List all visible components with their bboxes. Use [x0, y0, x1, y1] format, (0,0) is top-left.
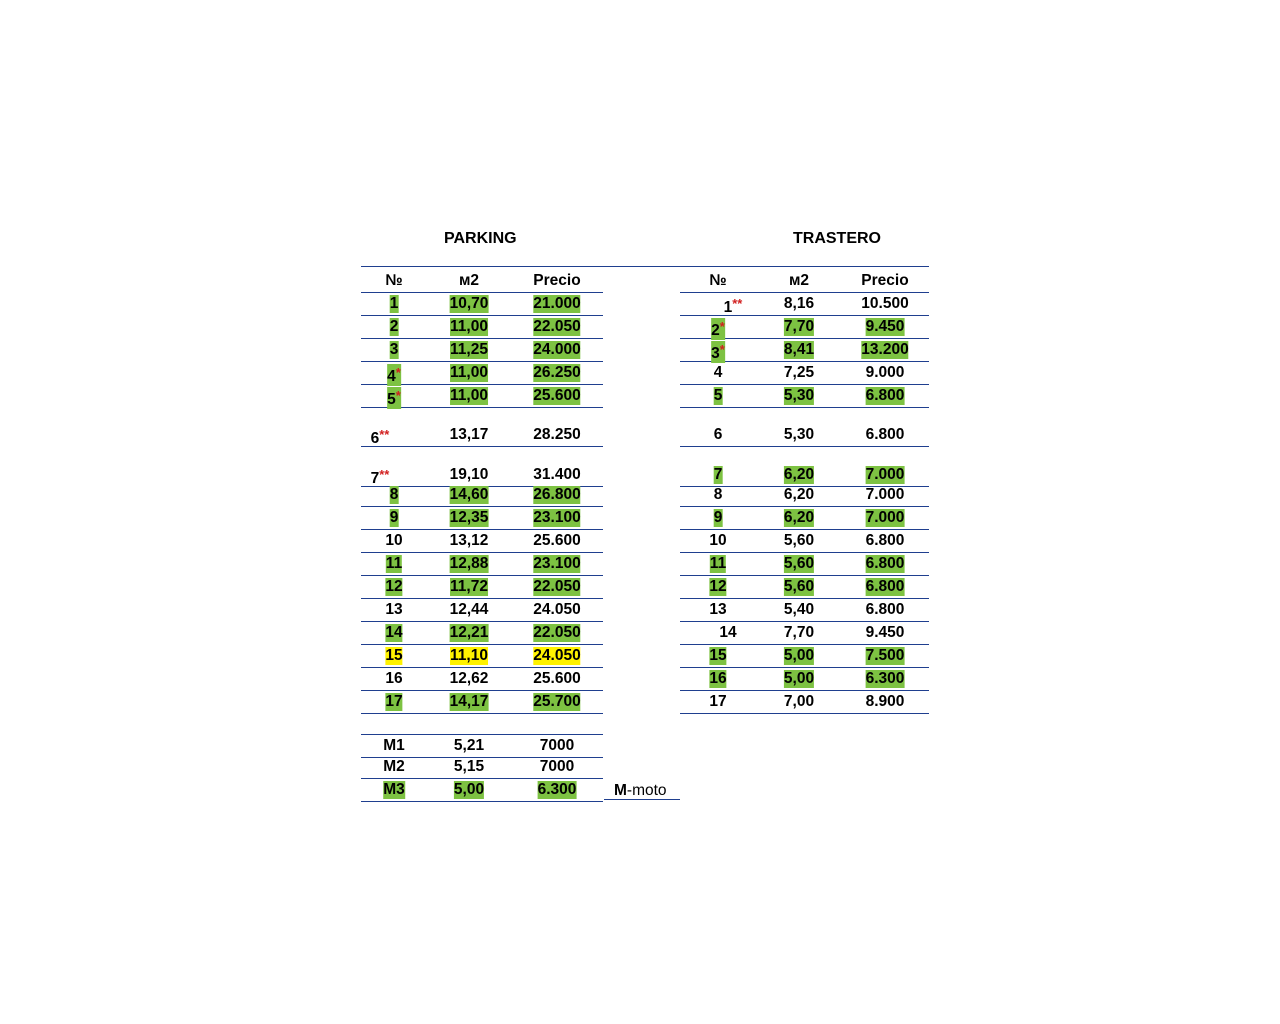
price-text: 24.000	[533, 341, 581, 358]
price-text: 24.050	[533, 647, 581, 664]
price-text: 23.100	[533, 555, 581, 572]
number-cell	[390, 509, 399, 527]
price-text: 7.000	[865, 466, 905, 483]
area-cell	[784, 486, 814, 504]
number-cell	[714, 387, 723, 405]
area-cell	[784, 670, 814, 688]
moto-note-text: -moto	[626, 782, 667, 799]
area-cell	[454, 781, 484, 799]
price-cell	[866, 387, 905, 405]
number-cell	[709, 670, 726, 688]
area-text: 12,35	[449, 509, 489, 526]
price-cell	[533, 318, 580, 336]
number-text: 8	[713, 486, 723, 503]
table-row	[361, 668, 603, 691]
area-text: 10,70	[449, 295, 489, 312]
area-text: 5,21	[453, 737, 485, 754]
area-text: 6,20	[783, 509, 815, 526]
column-header	[385, 272, 402, 290]
number-cell	[385, 601, 402, 619]
area-text: 5,30	[783, 387, 815, 404]
table-row	[680, 622, 929, 645]
number-cell	[387, 364, 401, 386]
area-text: 11,00	[450, 318, 488, 335]
number-text: 14	[385, 624, 403, 641]
price-cell	[866, 318, 905, 336]
price-cell	[533, 509, 580, 527]
area-text: 14,17	[449, 693, 489, 710]
price-text: 9.450	[865, 318, 905, 335]
area-cell	[450, 693, 489, 711]
number-cell	[714, 426, 723, 444]
number-cell	[390, 295, 399, 313]
asterisk-mark: *	[719, 342, 725, 357]
asterisk-mark: **	[379, 467, 390, 482]
price-cell	[533, 647, 580, 665]
price-text: 9.450	[865, 624, 905, 641]
price-text: 28.250	[533, 426, 581, 443]
area-cell	[450, 624, 489, 642]
column-header-text: Precio	[861, 272, 909, 289]
number-text: 2	[711, 322, 720, 339]
area-cell	[454, 737, 484, 755]
area-cell	[784, 601, 814, 619]
table-row	[361, 622, 603, 645]
area-cell	[450, 364, 488, 382]
number-text: 12	[709, 578, 727, 595]
price-text: 7000	[539, 758, 575, 775]
price-text: 13.200	[861, 341, 909, 358]
moto-row	[361, 756, 603, 779]
price-cell	[533, 693, 580, 711]
number-cell	[390, 341, 399, 359]
area-text: 8,41	[783, 341, 815, 358]
number-cell	[709, 578, 726, 596]
price-cell	[533, 624, 580, 642]
number-cell	[719, 624, 736, 642]
number-text: 4	[713, 364, 723, 381]
number-cell	[385, 693, 402, 711]
price-text: 31.400	[533, 466, 581, 483]
asterisk-mark: *	[395, 365, 401, 380]
number-text: 15	[709, 647, 727, 664]
number-cell	[387, 387, 401, 409]
table-row	[680, 553, 929, 576]
price-text: 9.000	[865, 364, 905, 381]
column-header-text: №	[709, 272, 727, 289]
area-cell	[784, 364, 814, 382]
number-cell	[714, 466, 723, 484]
number-text: 7	[713, 466, 723, 483]
number-text: 5	[387, 391, 396, 408]
area-text: 12,21	[449, 624, 489, 641]
table-row	[361, 316, 603, 339]
number-text: 6	[370, 430, 380, 447]
area-cell	[784, 647, 814, 665]
area-cell	[450, 318, 488, 336]
area-cell	[450, 601, 489, 619]
price-cell	[866, 532, 905, 550]
area-text: 11,00	[450, 387, 488, 404]
area-cell	[450, 341, 488, 359]
area-text: 12,62	[449, 670, 489, 687]
table-row	[680, 599, 929, 622]
price-text: 21.000	[533, 295, 581, 312]
table-row	[680, 362, 929, 385]
price-cell	[533, 555, 580, 573]
price-cell	[861, 295, 908, 313]
price-cell	[866, 624, 905, 642]
number-text: 11	[709, 555, 727, 572]
area-cell	[784, 693, 814, 711]
price-text: 6.800	[865, 426, 905, 443]
area-cell	[784, 341, 814, 359]
column-header	[533, 272, 580, 290]
number-cell	[385, 624, 402, 642]
number-text: 13	[709, 601, 727, 618]
price-cell	[540, 737, 574, 755]
area-cell	[450, 387, 488, 405]
price-text: 7.000	[865, 486, 905, 503]
table-row	[361, 484, 603, 507]
area-text: 7,70	[783, 624, 815, 641]
price-text: 7000	[539, 737, 575, 754]
price-cell	[538, 781, 577, 799]
number-cell	[709, 601, 726, 619]
table-row	[680, 530, 929, 553]
column-header	[459, 272, 479, 290]
price-cell	[866, 578, 905, 596]
price-cell	[866, 693, 905, 711]
number-text: 10	[385, 532, 403, 549]
area-cell	[784, 624, 814, 642]
area-text: 6,20	[783, 486, 815, 503]
number-text: M2	[383, 758, 405, 775]
table-row	[680, 507, 929, 530]
price-cell	[533, 364, 580, 382]
price-text: 25.600	[533, 532, 581, 549]
price-cell	[533, 670, 580, 688]
area-cell	[450, 670, 489, 688]
area-text: 11,00	[450, 364, 488, 381]
column-header-text: Precio	[533, 272, 581, 289]
number-text: 5	[713, 387, 723, 404]
table-row	[680, 645, 929, 668]
number-text: 1	[723, 299, 733, 316]
area-cell	[784, 509, 814, 527]
price-text: 26.800	[533, 486, 581, 503]
price-cell	[533, 601, 580, 619]
parking-title: PARKING	[444, 230, 517, 247]
area-text: 6,20	[783, 466, 815, 483]
number-cell	[385, 532, 402, 550]
number-text: 3	[389, 341, 399, 358]
area-text: 13,12	[449, 532, 489, 549]
table-row	[361, 385, 603, 408]
number-cell	[385, 647, 402, 665]
area-text: 12,88	[449, 555, 489, 572]
price-text: 22.050	[533, 318, 581, 335]
area-cell	[784, 532, 814, 550]
number-cell	[709, 693, 726, 711]
price-text: 6.800	[865, 578, 905, 595]
number-cell	[386, 555, 402, 573]
table-row	[680, 293, 929, 316]
price-cell	[533, 341, 580, 359]
number-cell	[711, 341, 725, 363]
area-cell	[450, 486, 489, 504]
area-cell	[454, 758, 484, 776]
number-text: 2	[389, 318, 399, 335]
header-row	[361, 270, 603, 293]
number-text: 8	[389, 486, 399, 503]
table-row	[361, 599, 603, 622]
number-cell	[385, 578, 402, 596]
price-cell	[866, 364, 905, 382]
area-cell	[784, 578, 814, 596]
moto-top-rule	[361, 734, 603, 735]
area-text: 7,25	[783, 364, 815, 381]
price-text: 22.050	[533, 578, 581, 595]
moto-note-letter: M	[614, 782, 627, 799]
number-text: 4	[387, 368, 396, 385]
area-cell	[450, 555, 489, 573]
area-text: 11,25	[450, 341, 488, 358]
price-text: 6.800	[865, 387, 905, 404]
number-text: 10	[709, 532, 727, 549]
price-text: 6.800	[865, 555, 905, 572]
number-cell	[714, 509, 723, 527]
price-cell	[533, 486, 580, 504]
number-cell	[383, 758, 405, 776]
price-cell	[533, 295, 580, 313]
price-cell	[866, 466, 905, 484]
price-cell	[866, 486, 905, 504]
number-text: 12	[385, 578, 403, 595]
number-text: 14	[719, 624, 737, 641]
column-header	[789, 272, 809, 290]
area-text: 5,00	[783, 670, 815, 687]
price-text: 6.800	[865, 601, 905, 618]
area-cell	[784, 295, 814, 313]
asterisk-mark: *	[395, 388, 401, 403]
number-text: 9	[713, 509, 723, 526]
table-row	[680, 424, 929, 447]
table-row	[361, 507, 603, 530]
column-header-text: №	[385, 272, 403, 289]
price-text: 24.050	[533, 601, 581, 618]
area-text: 11,72	[450, 578, 488, 595]
number-cell	[709, 647, 726, 665]
table-row	[361, 645, 603, 668]
area-text: 5,00	[783, 647, 815, 664]
price-cell	[866, 670, 905, 688]
area-text: 5,60	[783, 578, 815, 595]
number-cell	[709, 532, 726, 550]
number-text: 1	[389, 295, 399, 312]
area-text: 5,00	[453, 781, 485, 798]
number-cell	[724, 295, 743, 317]
number-text: 17	[385, 693, 403, 710]
price-text: 25.600	[533, 387, 581, 404]
area-cell	[784, 387, 814, 405]
number-text: M1	[383, 737, 405, 754]
moto-row	[361, 735, 603, 758]
number-cell	[383, 781, 405, 799]
column-header-text: м2	[458, 272, 480, 289]
table-row	[361, 553, 603, 576]
price-text: 8.900	[865, 693, 905, 710]
table-row	[680, 339, 929, 362]
price-text: 7.500	[865, 647, 905, 664]
area-text: 5,60	[783, 555, 815, 572]
area-cell	[450, 509, 489, 527]
number-cell	[390, 486, 399, 504]
price-text: 6.300	[537, 781, 577, 798]
area-text: 11,10	[450, 647, 488, 664]
area-text: 13,17	[449, 426, 489, 443]
number-cell	[371, 426, 390, 448]
table-row	[680, 316, 929, 339]
area-cell	[784, 555, 814, 573]
table-row	[680, 691, 929, 714]
number-text: 16	[385, 670, 403, 687]
number-text: 16	[709, 670, 727, 687]
header-row	[680, 270, 929, 293]
asterisk-mark: *	[719, 319, 725, 334]
number-cell	[385, 670, 402, 688]
price-cell	[540, 758, 574, 776]
number-text: 17	[709, 693, 727, 710]
price-cell	[533, 387, 580, 405]
area-text: 5,60	[783, 532, 815, 549]
area-cell	[450, 466, 489, 484]
table-row	[361, 362, 603, 385]
price-text: 6.800	[865, 532, 905, 549]
price-cell	[866, 647, 905, 665]
price-cell	[866, 601, 905, 619]
number-cell	[714, 364, 723, 382]
price-text: 23.100	[533, 509, 581, 526]
price-cell	[533, 466, 580, 484]
number-text: 6	[713, 426, 723, 443]
table-row	[361, 691, 603, 714]
price-cell	[861, 341, 908, 359]
moto-note	[614, 782, 667, 800]
area-cell	[450, 578, 488, 596]
price-cell	[866, 555, 905, 573]
table-row	[680, 576, 929, 599]
number-text: 9	[389, 509, 399, 526]
price-text: 7.000	[865, 509, 905, 526]
number-text: 3	[711, 345, 720, 362]
price-text: 26.250	[533, 364, 581, 381]
number-cell	[714, 486, 723, 504]
table-row	[361, 424, 603, 447]
price-cell	[866, 426, 905, 444]
area-cell	[784, 466, 814, 484]
price-cell	[866, 509, 905, 527]
trastero-title: TRASTERO	[793, 230, 881, 247]
number-cell	[383, 737, 405, 755]
price-text: 25.700	[533, 693, 581, 710]
area-cell	[784, 318, 814, 336]
area-text: 19,10	[449, 466, 489, 483]
number-cell	[710, 555, 726, 573]
table-row	[680, 385, 929, 408]
area-text: 7,00	[783, 693, 815, 710]
area-text: 5,40	[783, 601, 815, 618]
column-header	[709, 272, 726, 290]
price-text: 6.300	[865, 670, 905, 687]
area-text: 5,15	[453, 758, 485, 775]
area-text: 7,70	[783, 318, 815, 335]
table-row	[361, 339, 603, 362]
price-cell	[533, 578, 580, 596]
table-row	[680, 668, 929, 691]
column-header-text: м2	[788, 272, 810, 289]
area-text: 5,30	[783, 426, 815, 443]
area-cell	[450, 426, 489, 444]
price-text: 25.600	[533, 670, 581, 687]
price-cell	[533, 426, 580, 444]
area-cell	[784, 426, 814, 444]
asterisk-mark: **	[379, 427, 390, 442]
moto-row	[361, 779, 603, 802]
number-cell	[390, 318, 399, 336]
price-text: 22.050	[533, 624, 581, 641]
area-cell	[450, 532, 489, 550]
area-cell	[450, 295, 489, 313]
number-cell	[711, 318, 725, 340]
table-row	[361, 293, 603, 316]
number-text: 7	[370, 470, 380, 487]
top-rule	[361, 266, 929, 267]
area-text: 12,44	[449, 601, 489, 618]
area-text: 14,60	[449, 486, 489, 503]
column-header	[861, 272, 908, 290]
table-row	[680, 484, 929, 507]
number-text: 13	[385, 601, 403, 618]
number-text: 15	[385, 647, 403, 664]
table-row	[361, 530, 603, 553]
area-cell	[450, 647, 488, 665]
price-cell	[533, 532, 580, 550]
number-text: 11	[385, 555, 403, 572]
number-text: M3	[383, 781, 405, 798]
asterisk-mark: **	[732, 296, 743, 311]
table-row	[361, 576, 603, 599]
area-text: 8,16	[783, 295, 815, 312]
price-text: 10.500	[861, 295, 909, 312]
